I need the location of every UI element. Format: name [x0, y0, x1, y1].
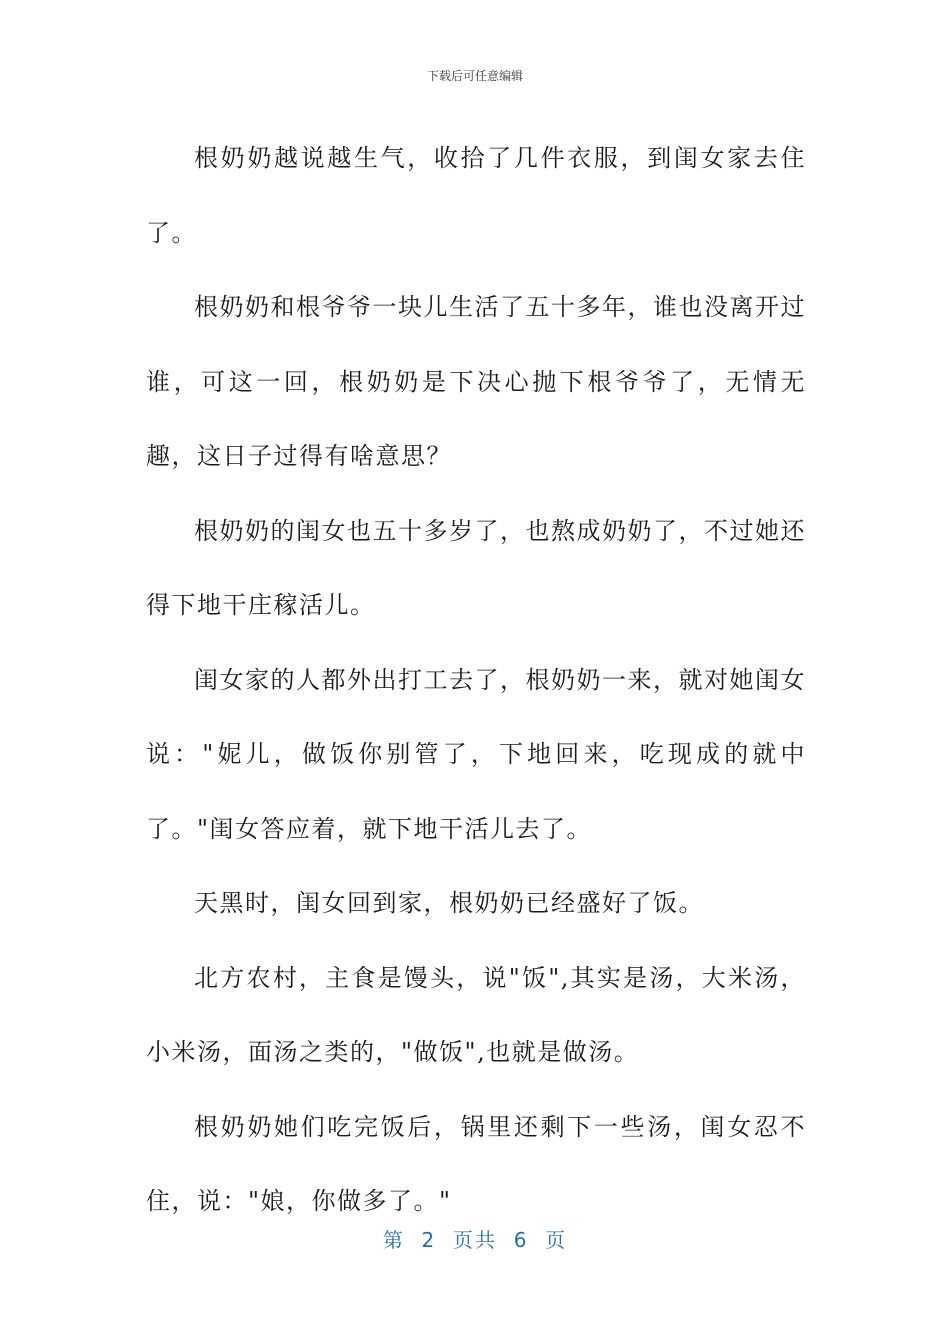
paragraph: 根奶奶她们吃完饭后，锅里还剩下一些汤，闺女忍不住，说："娘，你做多了。"	[146, 1112, 806, 1215]
paragraph: 天黑时，闺女回到家，根奶奶已经盛好了饭。	[194, 889, 704, 917]
paragraph: 北方农村，主食是馒头，说"饭",其实是汤，大米汤，小米汤，面汤之类的，"做饭",也就是做汤。	[146, 963, 806, 1066]
paragraph: 根奶奶的闺女也五十多岁了，也熬成奶奶了，不过她还得下地干庄稼活儿。	[146, 516, 806, 619]
header-note: 下载后可任意编辑	[426, 69, 523, 83]
page-number: 第 2 页共 6 页	[382, 1228, 568, 1252]
paragraph: 根奶奶越说越生气，收拾了几件衣服，到闺女家去住了。	[146, 144, 806, 247]
page-footer	[0, 1224, 950, 1253]
document-body	[146, 121, 806, 1239]
paragraph: 闺女家的人都外出打工去了，根奶奶一来，就对她闺女说："妮儿，做饭你别管了，下地回来，吃现成的就中了。"闺女答应着，就下地干活儿去了。	[146, 665, 806, 843]
paragraph: 根奶奶和根爷爷一块儿生活了五十多年，谁也没离开过谁，可这一回，根奶奶是下决心抛下根爷爷了，无情无趣，这日子过得有啥意思？	[146, 293, 806, 470]
